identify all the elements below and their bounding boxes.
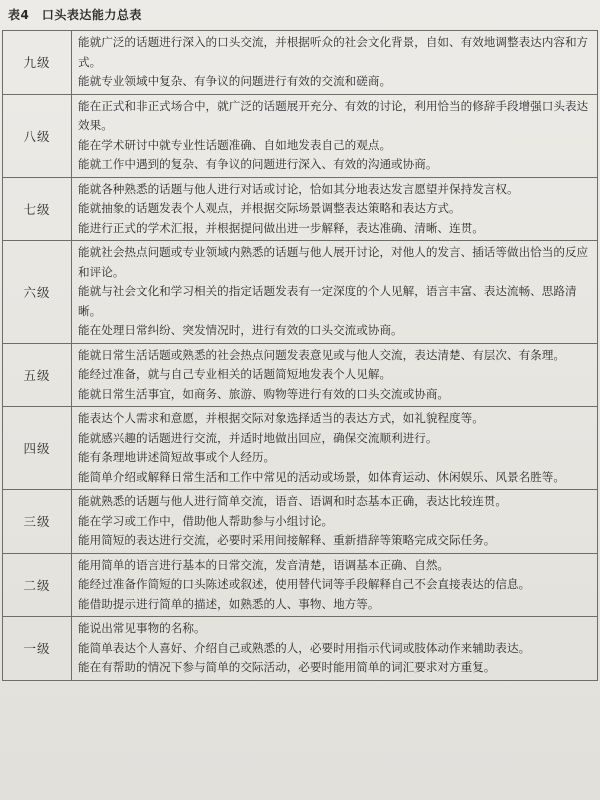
descriptor: 能经过准备，就与自己专业相关的话题简短地发表个人见解。 <box>78 367 392 381</box>
table-row <box>3 490 598 554</box>
descriptor: 能就日常生活话题或熟悉的社会热点问题发表意见或与他人交流，表达清楚、有层次、有条理。 <box>78 347 565 362</box>
table-row <box>3 31 598 95</box>
descriptor: 能在正式和非正式场合中，就广泛的话题展开充分、有效的讨论，利用恰当的修辞手段增强口头表达效果。 <box>78 98 589 132</box>
level-label: 六级 <box>3 241 72 344</box>
descriptor: 能就工作中遇到的复杂、有争议的问题进行深入、有效的沟通或协商。 <box>78 157 438 171</box>
level-descriptors <box>72 407 598 490</box>
descriptor: 能简单介绍或解释日常生活和工作中常见的活动或场景，如体育运动、休闲娱乐、风景名胜等。 <box>78 469 565 484</box>
descriptor: 能在处理日常纠纷、突发情况时，进行有效的口头交流或协商。 <box>78 323 403 337</box>
table-caption: 表4 口头表达能力总表 <box>8 8 142 22</box>
descriptor: 能就日常生活事宜，如商务、旅游、购物等进行有效的口头交流或协商。 <box>78 386 450 401</box>
oral-expression-ability-table <box>2 30 598 681</box>
table-row <box>3 177 598 241</box>
level-descriptors <box>72 343 598 407</box>
level-label: 四级 <box>3 407 72 490</box>
descriptor: 能在学习或工作中，借助他人帮助参与小组讨论。 <box>78 513 334 528</box>
descriptor: 能表达个人需求和意愿，并根据交际对象选择适当的表达方式，如礼貌程度等。 <box>78 411 484 425</box>
level-label: 九级 <box>3 31 72 95</box>
descriptor: 能用简短的表达进行交流，必要时采用间接解释、重新措辞等策略完成交际任务。 <box>78 533 496 547</box>
level-label: 五级 <box>3 343 72 407</box>
descriptor: 能就抽象的话题发表个人观点，并根据交际场景调整表达策略和表达方式。 <box>78 201 461 215</box>
descriptor: 能说出常见事物的名称。 <box>78 621 206 635</box>
level-descriptors <box>72 94 598 177</box>
descriptor: 能就与社会文化和学习相关的指定话题发表有一定深度的个人见解，语言丰富、表达流畅、思路清晰。 <box>78 284 577 318</box>
level-descriptors <box>72 241 598 344</box>
descriptor: 能简单表达个人喜好、介绍自己或熟悉的人，必要时用指示代词或肢体动作来辅助表达。 <box>78 640 531 655</box>
descriptor: 能借助提示进行简单的描述，如熟悉的人、事物、地方等。 <box>78 596 380 611</box>
level-label: 一级 <box>3 617 72 681</box>
descriptor: 能就专业领域中复杂、有争议的问题进行有效的交流和磋商。 <box>78 74 392 88</box>
table-row <box>3 94 598 177</box>
descriptor: 能有条理地讲述简短故事或个人经历。 <box>78 450 276 464</box>
level-label: 二级 <box>3 553 72 617</box>
descriptor: 能就广泛的话题进行深入的口头交流，并根据听众的社会文化背景，自如、有效地调整表达内容和方式。 <box>78 35 589 69</box>
level-descriptors <box>72 553 598 617</box>
descriptor: 能就社会热点问题或专业领域内熟悉的话题与他人展开讨论，对他人的发言、插话等做出恰当的反应和评论。 <box>78 245 589 279</box>
level-descriptors <box>72 31 598 95</box>
table-row <box>3 617 598 681</box>
level-descriptors <box>72 177 598 241</box>
table-row <box>3 553 598 617</box>
level-descriptors <box>72 490 598 554</box>
level-label: 三级 <box>3 490 72 554</box>
descriptor: 能就感兴趣的话题进行交流，并适时地做出回应，确保交流顺利进行。 <box>78 430 438 445</box>
descriptor: 能经过准备作简短的口头陈述或叙述，使用替代词等手段解释自己不会直接表达的信息。 <box>78 577 531 591</box>
descriptor: 能就各种熟悉的话题与他人进行对话或讨论，恰如其分地表达发言愿望并保持发言权。 <box>78 181 519 196</box>
level-descriptors <box>72 617 598 681</box>
table-row <box>3 343 598 407</box>
descriptor: 能用简单的语言进行基本的日常交流，发音清楚，语调基本正确、自然。 <box>78 557 450 572</box>
descriptor: 能在学术研讨中就专业性话题准确、自如地发表自己的观点。 <box>78 137 392 152</box>
table-row <box>3 241 598 344</box>
descriptor: 能在有帮助的情况下参与简单的交际活动，必要时能用简单的词汇要求对方重复。 <box>78 660 496 674</box>
table-row <box>3 407 598 490</box>
descriptor: 能就熟悉的话题与他人进行简单交流，语音、语调和时态基本正确，表达比较连贯。 <box>78 494 507 508</box>
level-label: 八级 <box>3 94 72 177</box>
level-label: 七级 <box>3 177 72 241</box>
descriptor: 能进行正式的学术汇报，并根据提问做出进一步解释，表达准确、清晰、连贯。 <box>78 220 484 235</box>
